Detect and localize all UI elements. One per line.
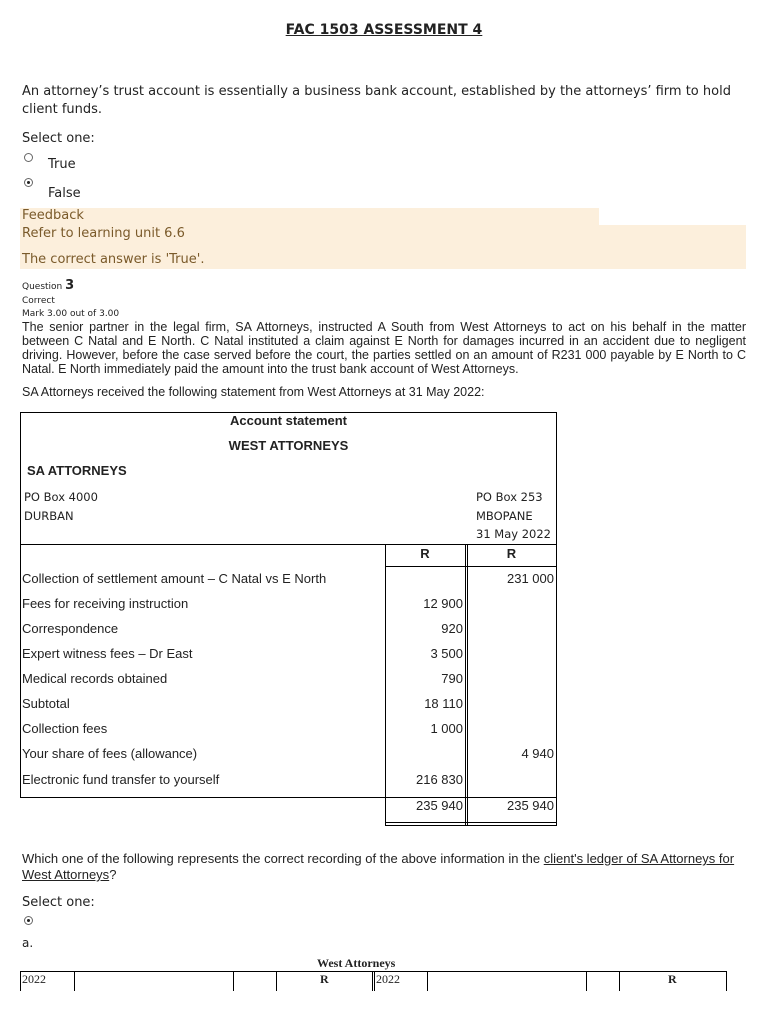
row-debit: 12 900 (423, 596, 463, 611)
feedback-header-bg (20, 208, 599, 225)
total-debit: 235 940 (416, 798, 463, 813)
col1-header: R (420, 546, 430, 561)
statement-header-box (20, 412, 557, 545)
ledger-col (74, 971, 75, 991)
row-label: Collection fees (22, 721, 108, 736)
total-credit: 235 940 (507, 798, 554, 813)
ledger-col (276, 971, 277, 991)
row-label: Medical records obtained (22, 671, 168, 686)
row-credit: 231 000 (507, 571, 554, 586)
ledger-year-right: 2022 (376, 972, 400, 986)
row-debit: 1 000 (430, 721, 463, 736)
ledger-col (619, 971, 620, 991)
ledger-col (372, 971, 373, 991)
statement-left-border (20, 412, 21, 798)
ledger-r-right: R (668, 972, 677, 986)
row-debit: 216 830 (416, 772, 463, 787)
question-info (22, 278, 74, 293)
row-label: Expert witness fees – Dr East (22, 646, 193, 661)
select-one-label: Select one: (22, 131, 95, 146)
col2-header: R (506, 546, 517, 561)
feedback-reference: Refer to learning unit 6.6 (22, 226, 185, 241)
to-address-line2: DURBAN (24, 509, 74, 523)
feedback-correct-answer: The correct answer is 'True'. (22, 252, 205, 267)
question-label: Question (22, 282, 63, 292)
statement-col2-left (467, 544, 468, 825)
ledger-col (726, 971, 727, 991)
prompt-underlined: client's ledger of SA Attorneys for West Attorneys (22, 851, 735, 882)
prompt-end: ? (109, 867, 117, 882)
row-label: Correspondence (22, 621, 119, 636)
ledger-year-left: 2022 (22, 972, 46, 986)
radio-true[interactable] (24, 153, 33, 162)
row-label: Your share of fees (allowance) (22, 746, 198, 761)
row-label: Subtotal (22, 696, 70, 711)
radio-false[interactable] (24, 178, 33, 187)
statement-total-underline2 (385, 825, 557, 826)
statement-col-header-divider (385, 566, 557, 567)
row-debit: 18 110 (424, 696, 463, 711)
scenario-text: The senior partner in the legal firm, SA Attorneys, instructed A South from West Attorneys to act on his behalf in the matter between C Natal and E North. C Natal instituted a claim against E North for damages incurred in an accident due to negligent driving. However, before the case served before the court, the parties settled on an amount of R231 000 payable by E North to C Natal. E North immediately paid the amount into the trust bank account of West Attorneys. (22, 320, 746, 376)
to-address-line1: PO Box 4000 (24, 490, 98, 504)
option-false-label: False (48, 186, 81, 201)
statement-total-underline1 (385, 822, 557, 823)
row-label: Fees for receiving instruction (22, 596, 189, 611)
statement-from: WEST ATTORNEYS (228, 438, 349, 453)
row-debit: 790 (441, 671, 463, 686)
row-label: Electronic fund transfer to yourself (22, 772, 220, 787)
row-debit: 920 (441, 621, 463, 636)
statement-date: 31 May 2022 (476, 527, 551, 541)
ledger-r-left: R (320, 972, 329, 986)
question-status: Correct (22, 296, 55, 306)
question-prompt (22, 851, 746, 883)
row-label: Collection of settlement amount – C Natal vs E North (22, 571, 327, 586)
ledger-col (20, 971, 21, 991)
statement-to: SA ATTORNEYS (27, 463, 127, 478)
page-title: FAC 1503 ASSESSMENT 4 (285, 22, 483, 38)
statement-right-border (556, 412, 557, 825)
ledger-col (233, 971, 234, 991)
question-number: 3 (65, 278, 75, 293)
radio-option-a[interactable] (24, 916, 33, 925)
option-a-label: a. (22, 936, 34, 950)
ledger-title: West Attorneys (317, 956, 396, 970)
prompt-text: Which one of the following represents the correct recording of the above information in the (22, 851, 544, 866)
option-true-label: True (48, 157, 76, 172)
ledger-col (427, 971, 428, 991)
feedback-label: Feedback (22, 208, 84, 223)
statement-intro: SA Attorneys received the following statement from West Attorneys at 31 May 2022: (22, 385, 485, 399)
question-mark: Mark 3.00 out of 3.00 (22, 309, 120, 319)
statement-col1-right (465, 544, 466, 825)
row-credit: 4 940 (521, 746, 554, 761)
from-address-line1: PO Box 253 (476, 490, 543, 504)
statement-header-divider (20, 544, 557, 545)
ledger-col (586, 971, 587, 991)
ledger-col (374, 971, 375, 991)
from-address-line2: MBOPANE (476, 509, 533, 523)
question-text: An attorney’s trust account is essentially a business bank account, established by the attorneys’ firm to hold client funds. (22, 84, 731, 117)
row-debit: 3 500 (430, 646, 463, 661)
statement-heading: Account statement (229, 413, 348, 428)
select-one-label: Select one: (22, 895, 95, 910)
